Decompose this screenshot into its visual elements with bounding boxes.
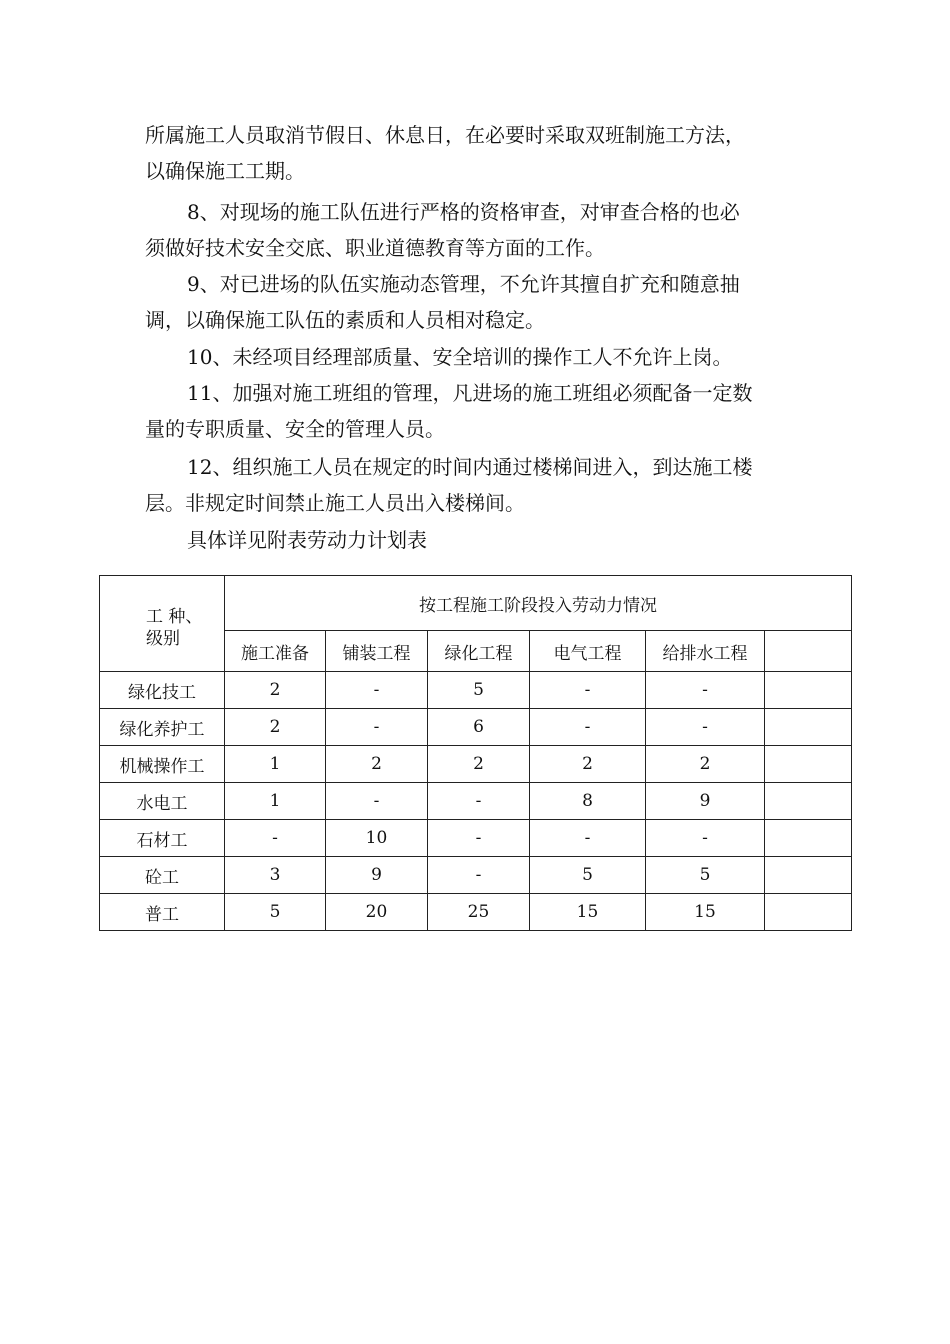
value-cell: 2 — [646, 746, 765, 783]
paragraph-item-9 — [145, 266, 810, 338]
text-line: 具体详见附表劳动力计划表 — [187, 528, 427, 552]
corner-label-level: 级别 — [146, 629, 180, 649]
labor-plan-table — [99, 575, 852, 931]
table-row — [100, 857, 852, 894]
paragraph-item-10 — [145, 339, 810, 375]
trade-cell: 石材工 — [100, 820, 225, 857]
value-cell: 20 — [326, 894, 428, 931]
value-cell: 2 — [225, 709, 326, 746]
value-cell: 15 — [530, 894, 646, 931]
paragraph-continuation — [145, 117, 810, 189]
trade-cell: 绿化养护工 — [100, 709, 225, 746]
value-cell: - — [428, 783, 530, 820]
paragraph-item-8 — [145, 194, 810, 266]
value-cell: - — [326, 783, 428, 820]
value-cell: - — [646, 672, 765, 709]
text-line: 9、对已进场的队伍实施动态管理，不允许其擅自扩充和随意抽 — [187, 272, 740, 296]
phase-header-cell: 绿化工程 — [428, 631, 530, 672]
value-cell: - — [225, 820, 326, 857]
value-cell: 5 — [646, 857, 765, 894]
value-cell — [765, 894, 852, 931]
value-cell: 5 — [428, 672, 530, 709]
text-line: 10、未经项目经理部质量、安全培训的操作工人不允许上岗。 — [187, 345, 733, 369]
table-row — [100, 746, 852, 783]
text-line: 8、对现场的施工队伍进行严格的资格审查，对审查合格的也必 — [187, 200, 740, 224]
value-cell — [765, 672, 852, 709]
table-row — [100, 672, 852, 709]
trade-cell: 普工 — [100, 894, 225, 931]
value-cell: - — [530, 820, 646, 857]
value-cell: - — [326, 672, 428, 709]
value-cell: 15 — [646, 894, 765, 931]
text-line: 调，以确保施工队伍的素质和人员相对稳定。 — [145, 308, 545, 332]
value-cell: 9 — [326, 857, 428, 894]
value-cell: 2 — [428, 746, 530, 783]
value-cell: - — [530, 672, 646, 709]
text-line: 11、加强对施工班组的管理，凡进场的施工班组必须配备一定数 — [187, 381, 753, 405]
value-cell: 2 — [530, 746, 646, 783]
value-cell — [765, 820, 852, 857]
value-cell: 25 — [428, 894, 530, 931]
value-cell: - — [646, 820, 765, 857]
value-cell: - — [428, 857, 530, 894]
value-cell: 5 — [530, 857, 646, 894]
table-row — [100, 709, 852, 746]
table-row — [100, 894, 852, 931]
trade-cell: 水电工 — [100, 783, 225, 820]
phase-header-cell: 施工准备 — [225, 631, 326, 672]
value-cell: - — [646, 709, 765, 746]
text-line: 层。非规定时间禁止施工人员出入楼梯间。 — [145, 491, 525, 515]
group-header-cell: 按工程施工阶段投入劳动力情况 — [225, 576, 852, 631]
text-line: 须做好技术安全交底、职业道德教育等方面的工作。 — [145, 236, 605, 260]
table-caption — [145, 522, 810, 558]
table-row — [100, 820, 852, 857]
value-cell — [765, 783, 852, 820]
value-cell: 10 — [326, 820, 428, 857]
value-cell: 8 — [530, 783, 646, 820]
phase-header-cell: 铺装工程 — [326, 631, 428, 672]
value-cell — [765, 857, 852, 894]
paragraph-item-11 — [145, 375, 810, 447]
table-row — [100, 783, 852, 820]
value-cell — [765, 709, 852, 746]
value-cell: 2 — [225, 672, 326, 709]
text-line: 所属施工人员取消节假日、休息日，在必要时采取双班制施工方法， — [145, 123, 745, 147]
text-line: 量的专职质量、安全的管理人员。 — [145, 417, 445, 441]
phase-header-cell: 电气工程 — [530, 631, 646, 672]
phase-header-cell: 给排水工程 — [646, 631, 765, 672]
value-cell: 2 — [326, 746, 428, 783]
table-header-row — [100, 576, 852, 631]
trade-cell: 机械操作工 — [100, 746, 225, 783]
corner-label-trade: 工 种、 — [146, 607, 203, 627]
value-cell: 9 — [646, 783, 765, 820]
value-cell: - — [428, 820, 530, 857]
value-cell: 1 — [225, 783, 326, 820]
value-cell: 5 — [225, 894, 326, 931]
value-cell: 3 — [225, 857, 326, 894]
trade-cell: 砼工 — [100, 857, 225, 894]
trade-cell: 绿化技工 — [100, 672, 225, 709]
value-cell: 6 — [428, 709, 530, 746]
text-line: 以确保施工工期。 — [145, 159, 305, 183]
value-cell: 1 — [225, 746, 326, 783]
paragraph-item-12 — [145, 449, 810, 521]
corner-header-cell — [100, 576, 225, 672]
value-cell: - — [326, 709, 428, 746]
value-cell — [765, 746, 852, 783]
value-cell: - — [530, 709, 646, 746]
phase-header-cell — [765, 631, 852, 672]
text-line: 12、组织施工人员在规定的时间内通过楼梯间进入，到达施工楼 — [187, 455, 753, 479]
